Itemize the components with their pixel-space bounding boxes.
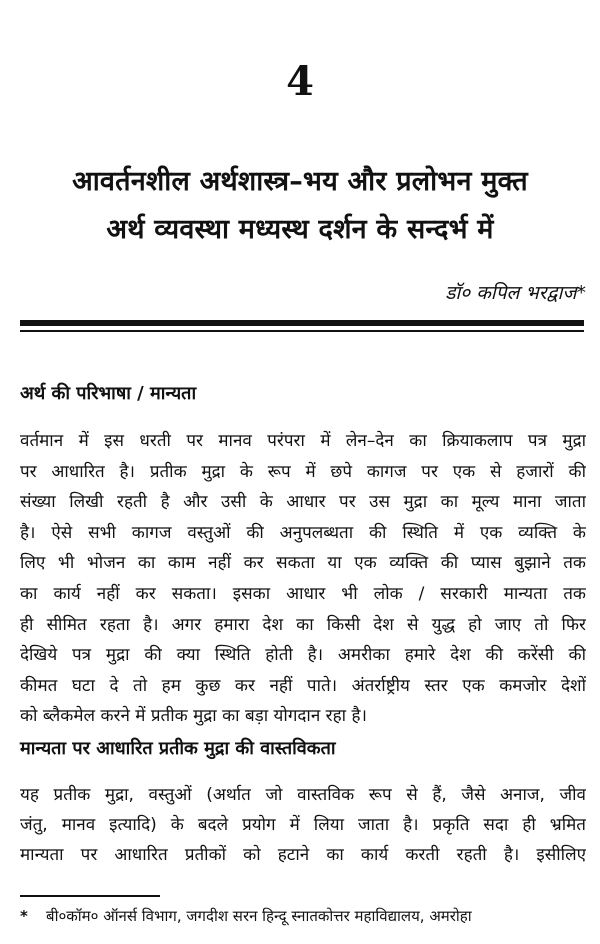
chapter-title: [8, 158, 592, 254]
chapter-title-line: अर्थ व्यवस्था मध्यस्थ दर्शन के सन्दर्भ में: [106, 214, 494, 245]
chapter-number: 4: [286, 58, 314, 105]
text-line: लिए भी भोजन का काम नहीं कर सकता या एक व्यक्ति की प्यास बुझाने तक: [20, 553, 586, 574]
text-line: पर आधारित है। प्रतीक मुद्रा के रूप में छपे कागज पर एक से हजारों की: [20, 461, 586, 482]
footnote-divider: [20, 895, 160, 897]
author-name: डॉ० कपिल भरद्वाज*: [445, 282, 586, 304]
section-heading: मान्यता पर आधारित प्रतीक मुद्रा की वास्तविकता: [20, 738, 336, 759]
text-line: वर्तमान में इस धरती पर मानव परंपरा में लेन–देन का क्रियाकलाप पत्र मुद्रा: [20, 431, 586, 451]
text-line: ही सीमित रहता है। अगर हमारा देश का किसी देश से युद्ध हो जाए तो फिर: [20, 614, 586, 635]
text-line: देखिये पत्र मुद्रा की क्या स्थिति होती है। अमरीका हमारे देश की करेंसी की: [20, 645, 586, 666]
title-divider-thick: [20, 320, 584, 326]
footnote: [20, 905, 586, 927]
body-paragraph: [20, 780, 586, 870]
footnote-marker: *: [20, 907, 28, 925]
section-heading: अर्थ की परिभाषा / मान्यता: [20, 383, 197, 404]
text-line: कीमत घटा दे तो हम कुछ कर नहीं पाते। अंतर्राष्ट्रीय स्तर एक कमजोर देशों: [20, 675, 586, 696]
text-line: जंतु, मानव इत्यादि) के बदले प्रयोग में लिया जाता है। प्रकृति सदा ही भ्रमित: [20, 815, 586, 835]
text-line: मान्यता पर आधारित प्रतीकों को हटाने का कार्य करती रहती है। इसीलिए: [20, 845, 586, 865]
text-line: संख्या लिखी रहती है और उसी के आधार पर उस मुद्रा का मूल्य माना जाता: [20, 492, 586, 513]
title-divider-thin: [20, 330, 584, 332]
chapter-title-line: आवर्तनशील अर्थशास्त्र–भय और प्रलोभन मुक्त: [72, 166, 528, 197]
text-line: यह प्रतीक मुद्रा, वस्तुओं (अर्थात जो वास्तविक रूप से हैं, जैसे अनाज, जीव: [20, 785, 586, 805]
text-line: है। ऐसे सभी कागज वस्तुओं की अनुपलब्धता की स्थिति में एक व्यक्ति के: [20, 522, 586, 543]
footnote-text: बी०कॉम० ऑनर्स विभाग, जगदीश सरन हिन्दू स्नातकोत्तर महाविद्यालय, अमरोहा: [46, 907, 472, 925]
text-line: का कार्य नहीं कर सकता। इसका आधार भी लोक / सरकारी मान्यता तक: [20, 583, 586, 604]
body-paragraph: [20, 426, 586, 732]
text-line: को ब्लैकमेल करने में प्रतीक मुद्रा का बड़ा योगदान रहा है।: [20, 706, 367, 727]
